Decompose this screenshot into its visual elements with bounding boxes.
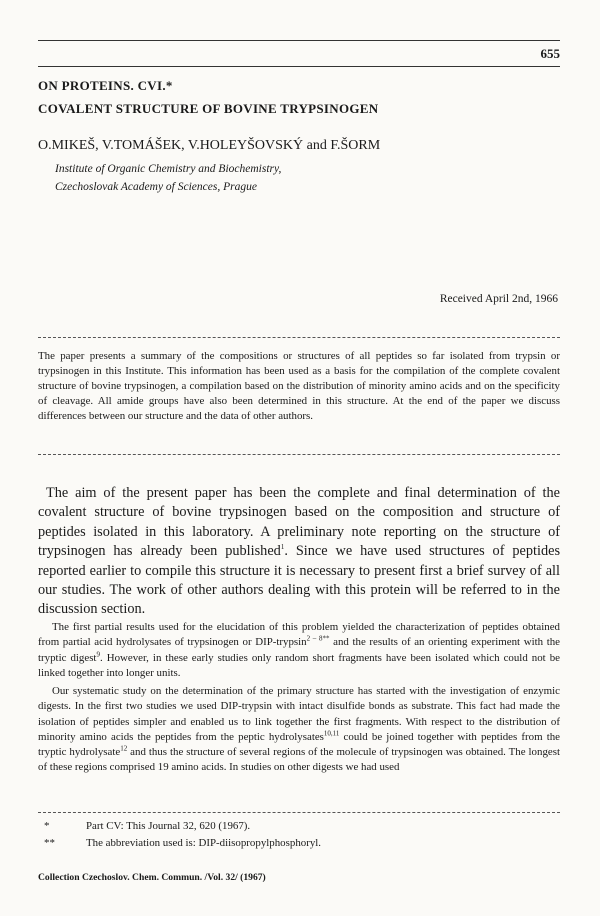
abstract-rule-top (38, 337, 560, 338)
reference-mark: 2 – 8** (306, 634, 330, 643)
authors: O.MIKEŠ, V.TOMÁŠEK, V.HOLEYŠOVSKÝ and F.ŠORM (38, 138, 381, 153)
reference-mark: 10,11 (323, 729, 340, 738)
received-date: Received April 2nd, 1966 (439, 293, 558, 305)
affiliation-line-2: Czechoslovak Academy of Sciences, Prague (55, 181, 257, 193)
header-rule (38, 40, 560, 41)
footnote-rule (38, 812, 560, 813)
article-title: COVALENT STRUCTURE OF BOVINE TRYPSINOGEN (38, 101, 379, 116)
page-number: 655 (540, 46, 560, 61)
footnote: ** The abbreviation used is: DIP-diisopropylphosphoryl. (44, 837, 322, 849)
abstract-rule-bottom (38, 454, 560, 455)
body-paragraph-1: The first partial results used for the elucidation of this problem yielded the characterization of peptides obtained from partial acid hydrolysates of trypsinogen or DIP-trypsin$^{2 - 8**}$ and the results of an orienting experiment with the tryptic digest$^9$. However, in these early studies only random short fragments have been isolated which could not be linked together into longer units. (38, 621, 561, 679)
journal-footer: Collection Czechoslov. Chem. Commun. /Vol. 32/ (1967) (38, 872, 266, 883)
intro-paragraph: The aim of the present paper has been the complete and final determination of the covalent structure of bovine trypsinogen based on the composition and structure of peptides isolated in this laboratory. A preliminary note reporting on the structure of trypsinogen has already been published$^1$. Since we have used structures of peptides reported earlier to compile this structure it is necessary to present first a brief survey of all our studies. The work of other authors dealing with this protein will be referred to in the discussion section. (38, 485, 561, 618)
header-rule-lower (38, 66, 560, 67)
reference-mark: 12 (120, 744, 128, 753)
series-title: ON PROTEINS. CVI.* (38, 78, 173, 93)
footnote: * Part CV: This Journal 32, 620 (1967). (44, 820, 251, 832)
body-paragraph-2: Our systematic study on the determination of the primary structure has started with the investigation of enzymic digests. In the first two studies we used DIP-trypsin with intact disulfide bonds as substrate. This fact had made the isolation of peptides simpler and enabled us to link together the first fragments. With respect to the distribution of minority amino acids the peptides from the peptic hydrolysates$^{10,11}$ could be joined together with peptides from the tryptic hydrolysate$^{12}$ and thus the structure of several regions of the molecule of trypsinogen was obtained. The longest of these regions comprised 19 amino acids. In studies on other digests we had used (38, 685, 560, 774)
reference-mark: 1 (280, 543, 285, 552)
affiliation-line-1: Institute of Organic Chemistry and Biochemistry, (55, 163, 282, 175)
abstract: The paper presents a summary of the compositions or structures of all peptides so far isolated from trypsin or trypsinogen in this Institute. This information has been used as a basis for the compilation of the complete covalent structure of bovine trypsinogen, a compilation based on the distribution of minority amino acids and on the specificity of cleavage. All amide groups have also been determined in this structure. At the end of the paper we discuss differences between our structure and the data of other authors. (38, 350, 560, 423)
reference-mark: 9 (96, 649, 100, 658)
